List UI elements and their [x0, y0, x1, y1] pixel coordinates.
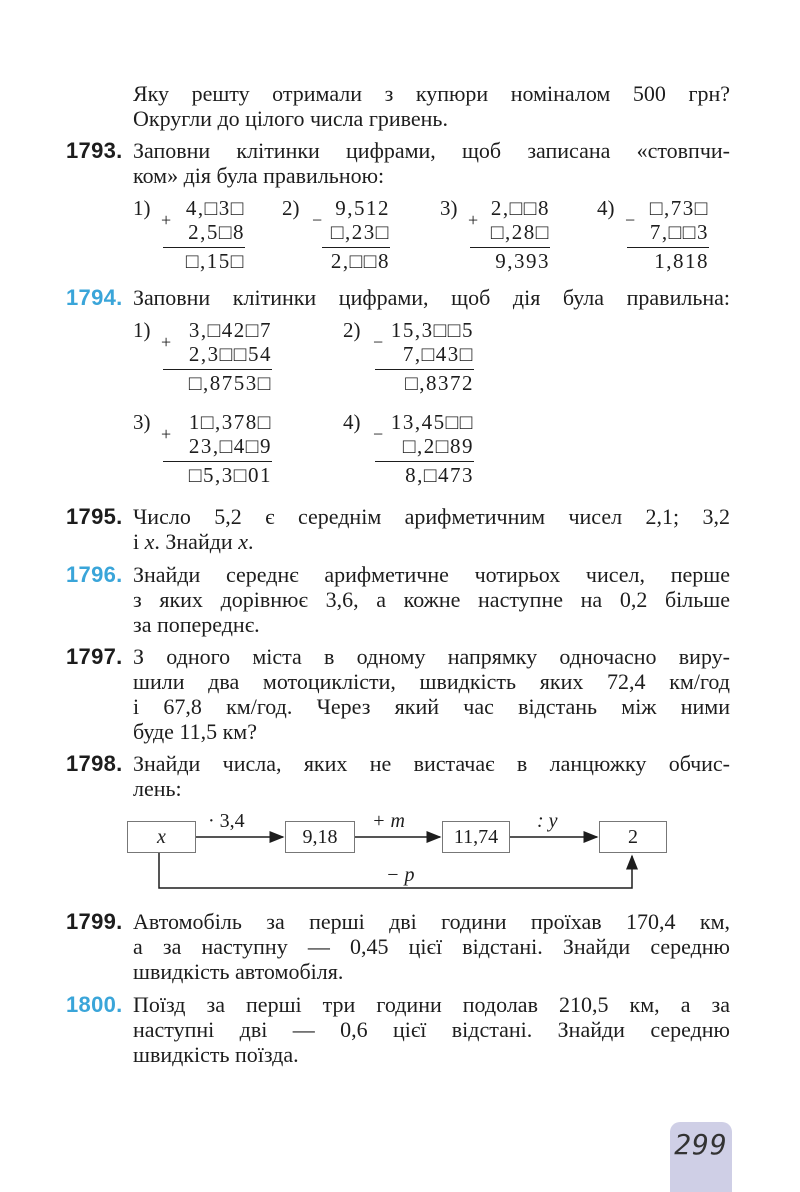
op-label-2: + m [372, 810, 405, 832]
text-part: . Знайди [154, 529, 239, 554]
problem-1799-line-3: швидкість автомобіля. [133, 959, 344, 984]
problem-number-1798: 1798. [66, 751, 123, 776]
minus-sign: − [312, 210, 323, 230]
problem-1796-line-3: за попереднє. [133, 612, 260, 637]
plus-sign: + [468, 210, 479, 230]
chain-box-3: 2 [599, 821, 667, 853]
problem-1797-line-4: буде 11,5 км? [133, 719, 257, 744]
problem-1798-line-1: Знайди числа, яких не вистачає в ланцюжку обчис- [133, 751, 730, 776]
text-part: . [247, 529, 254, 554]
problem-1795-line-1: Число 5,2 є середнім арифметичним чисел 2,1; 3,2 [133, 504, 730, 529]
problem-1800-line-3: швидкість поїзда. [133, 1042, 299, 1067]
problem-1799-line-2: а за наступну — 0,45 цієї відстані. Знайди середню [133, 934, 730, 959]
intro-line-2: Округли до цілого числа гривень. [133, 106, 448, 131]
problem-number-1795: 1795. [66, 504, 123, 529]
top-operand: 9,512 [335, 196, 390, 220]
item-label: 3) [133, 410, 151, 434]
result: 1,818 [654, 249, 709, 273]
problem-number-1797: 1797. [66, 644, 123, 669]
result: □,8372 [405, 371, 474, 395]
problem-1796-line-1: Знайди середнє арифметичне чотирьох чисел, перше [133, 562, 730, 587]
result: 2,□□8 [330, 249, 390, 273]
result: 8,□473 [405, 463, 474, 487]
problem-1800-line-1: Поїзд за перші три години подолав 210,5 км, а за [133, 992, 730, 1017]
variable-x: x [144, 529, 155, 554]
problem-number-1793: 1793. [66, 138, 123, 163]
back-op-label: − p [386, 864, 415, 886]
bottom-operand: □,2□89 [402, 434, 474, 458]
chain-box-x: x [127, 821, 196, 853]
result: 9,393 [495, 249, 550, 273]
bottom-operand: 23,□4□9 [188, 434, 272, 458]
op-label-3: : y [537, 810, 558, 832]
minus-sign: − [373, 332, 384, 352]
problem-number-1799: 1799. [66, 909, 123, 934]
bottom-operand: 2,3□□54 [188, 342, 272, 366]
problem-1799-line-1: Автомобіль за перші дві години проїхав 170,4 км, [133, 909, 730, 934]
minus-sign: − [625, 210, 636, 230]
bottom-operand: 2,5□8 [188, 220, 245, 244]
result: □5,3□01 [188, 463, 272, 487]
plus-sign: + [161, 210, 172, 230]
problem-number-1800: 1800. [66, 992, 123, 1017]
problem-1798-line-2: лень: [133, 776, 182, 801]
item-label: 1) [133, 196, 151, 220]
problem-1797-line-3: і 67,8 км/год. Через який час відстань між ними [133, 694, 730, 719]
problem-1797-line-2: шили два мотоциклісти, швидкість яких 72,4 км/год [133, 669, 730, 694]
problem-number-1796: 1796. [66, 562, 123, 587]
item-label: 1) [133, 318, 151, 342]
problem-1794-line-1: Заповни клітинки цифрами, щоб дія була правильна: [133, 285, 730, 310]
top-operand: 3,□42□7 [188, 318, 272, 342]
minus-sign: − [373, 424, 384, 444]
plus-sign: + [161, 424, 172, 444]
item-label: 2) [343, 318, 361, 342]
top-operand: 13,45□□ [390, 410, 474, 434]
result: □,15□ [185, 249, 245, 273]
text-part: і [133, 529, 145, 554]
item-label: 3) [440, 196, 458, 220]
top-operand: □,73□ [649, 196, 709, 220]
top-operand: 1□,378□ [188, 410, 272, 434]
variable-x: x [238, 529, 248, 554]
item-label: 4) [597, 196, 615, 220]
item-label: 2) [282, 196, 300, 220]
top-operand: 15,3□□5 [390, 318, 474, 342]
problem-number-1794: 1794. [66, 285, 123, 310]
bottom-operand: □,28□ [490, 220, 550, 244]
problem-1793-line-1: Заповни клітинки цифрами, щоб записана «стовпчи- [133, 138, 730, 163]
top-operand: 4,□3□ [185, 196, 245, 220]
problem-1796-line-2: з яких дорівнює 3,6, а кожне наступне на 0,2 більше [133, 587, 730, 612]
result: □,8753□ [188, 371, 272, 395]
plus-sign: + [161, 332, 172, 352]
problem-1797-line-1: З одного міста в одному напрямку одночасно виру- [133, 644, 730, 669]
problem-1800-line-2: наступні дві — 0,6 цієї відстані. Знайди середню [133, 1017, 730, 1042]
chain-box-2: 11,74 [442, 821, 510, 853]
chain-box-1: 9,18 [285, 821, 355, 853]
bottom-operand: 7,□43□ [402, 342, 474, 366]
intro-line-1: Яку решту отримали з купюри номіналом 500 грн? [133, 81, 730, 106]
bottom-operand: □,23□ [330, 220, 390, 244]
item-label: 4) [343, 410, 361, 434]
op-label-1: · 3,4 [208, 810, 245, 832]
page-number: 299 [674, 1128, 728, 1161]
bottom-operand: 7,□□3 [649, 220, 709, 244]
problem-1793-line-2: ком» дія була правильною: [133, 163, 385, 188]
top-operand: 2,□□8 [490, 196, 550, 220]
